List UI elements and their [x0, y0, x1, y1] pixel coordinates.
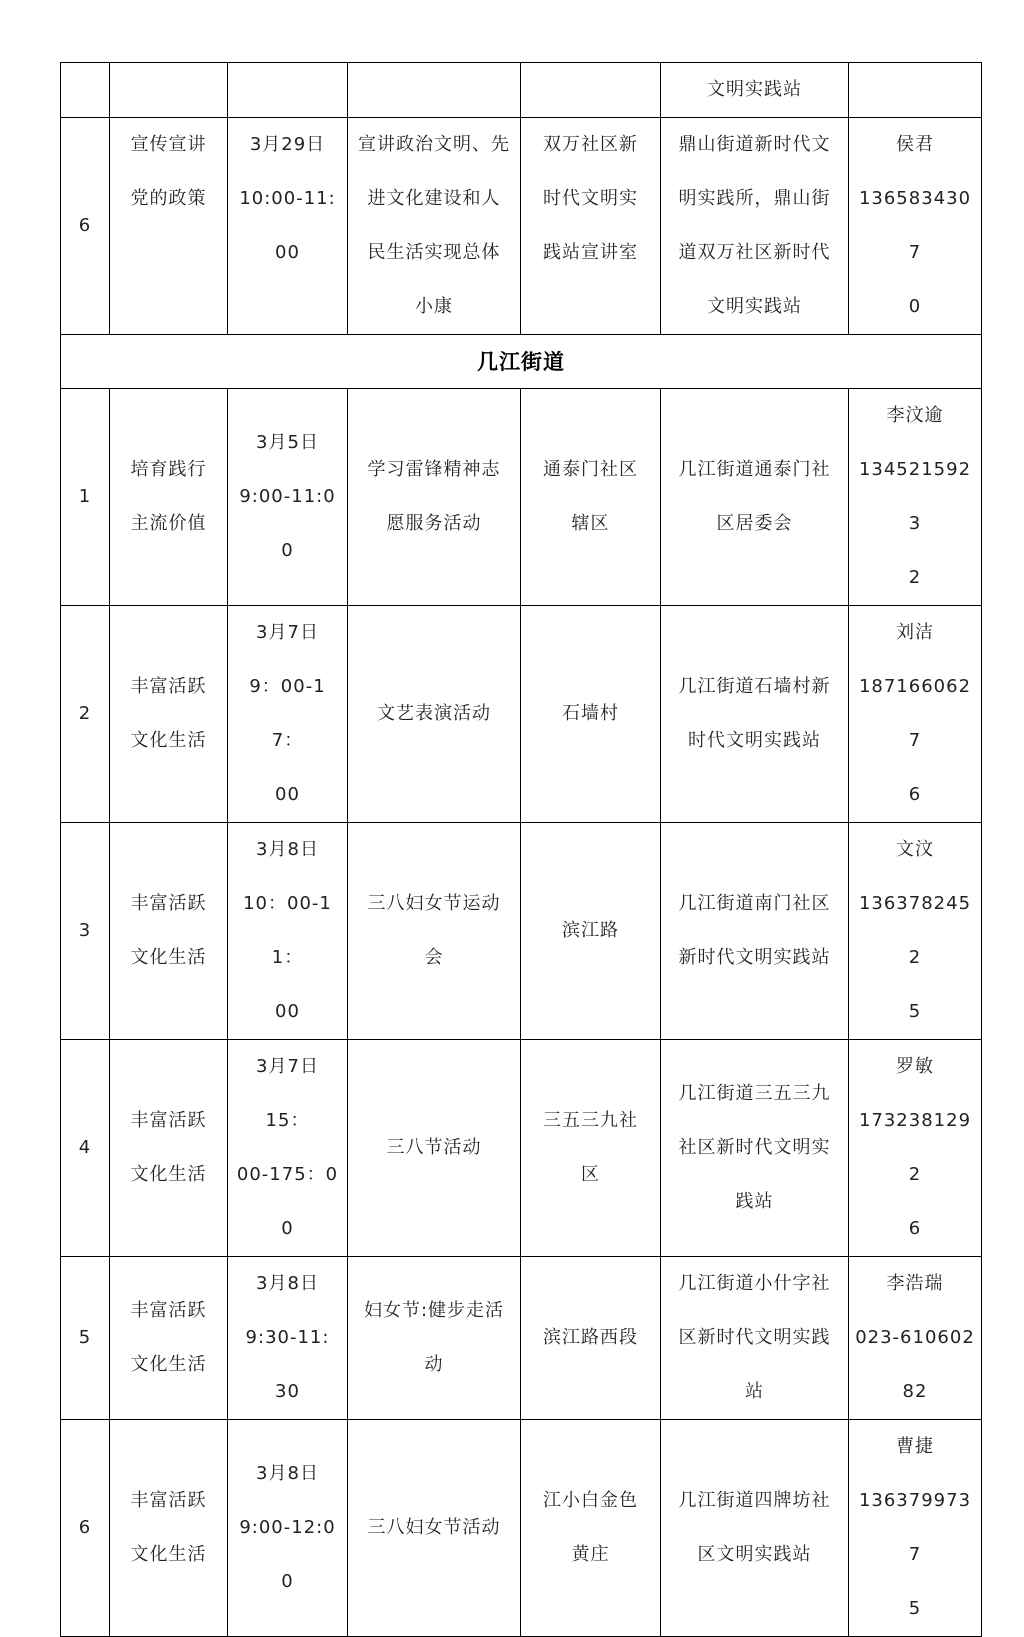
table-row	[61, 823, 982, 1040]
cell-content: 三八节活动	[348, 1040, 521, 1257]
cell-location: 通泰门社区 辖区	[521, 389, 661, 606]
cell-contact	[849, 63, 982, 118]
cell-location: 滨江路西段	[521, 1257, 661, 1420]
cell-contact: 刘洁 1871660627 6	[849, 606, 982, 823]
cell-content: 三八妇女节运动 会	[348, 823, 521, 1040]
table-row-continued	[61, 63, 982, 118]
cell-content: 宣讲政治文明、先 进文化建设和人 民生活实现总体 小康	[348, 118, 521, 335]
cell-organizer: 几江街道石墙村新 时代文明实践站	[661, 606, 849, 823]
cell-num	[61, 63, 110, 118]
cell-location: 江小白金色 黄庄	[521, 1420, 661, 1637]
table-row	[61, 118, 982, 335]
cell-date: 3月7日 15： 00-175：00	[228, 1040, 348, 1257]
section-header-row	[61, 335, 982, 389]
table-row	[61, 389, 982, 606]
table-row	[61, 606, 982, 823]
cell-category: 丰富活跃 文化生活	[110, 1040, 228, 1257]
cell-location: 石墙村	[521, 606, 661, 823]
cell-content: 文艺表演活动	[348, 606, 521, 823]
table-row	[61, 1040, 982, 1257]
cell-contact: 李汶逾 1345215923 2	[849, 389, 982, 606]
cell-contact: 李浩瑞 023-610602 82	[849, 1257, 982, 1420]
cell-organizer: 几江街道三五三九 社区新时代文明实 践站	[661, 1040, 849, 1257]
cell-num: 2	[61, 606, 110, 823]
table-row	[61, 1420, 982, 1637]
cell-num: 6	[61, 1420, 110, 1637]
cell-date: 3月8日 10：00-11： 00	[228, 823, 348, 1040]
cell-num: 3	[61, 823, 110, 1040]
cell-organizer: 几江街道小什字社 区新时代文明实践 站	[661, 1257, 849, 1420]
cell-date: 3月29日 10:00-11: 00	[228, 118, 348, 335]
table-row	[61, 1257, 982, 1420]
activity-schedule-table	[60, 62, 982, 1637]
cell-location: 双万社区新 时代文明实 践站宣讲室	[521, 118, 661, 335]
cell-content: 妇女节:健步走活 动	[348, 1257, 521, 1420]
cell-content: 学习雷锋精神志 愿服务活动	[348, 389, 521, 606]
cell-category: 丰富活跃 文化生活	[110, 606, 228, 823]
cell-category: 培育践行 主流价值	[110, 389, 228, 606]
cell-date: 3月7日 9：00-17： 00	[228, 606, 348, 823]
cell-organizer: 几江街道四牌坊社 区文明实践站	[661, 1420, 849, 1637]
cell-category: 宣传宣讲 党的政策	[110, 118, 228, 335]
cell-num: 6	[61, 118, 110, 335]
cell-num: 1	[61, 389, 110, 606]
cell-category: 丰富活跃 文化生活	[110, 823, 228, 1040]
cell-date: 3月5日 9:00-11:0 0	[228, 389, 348, 606]
cell-organizer: 鼎山街道新时代文 明实践所，鼎山街 道双万社区新时代 文明实践站	[661, 118, 849, 335]
cell-location	[521, 63, 661, 118]
section-title: 几江街道	[61, 335, 982, 389]
cell-category	[110, 63, 228, 118]
cell-num: 4	[61, 1040, 110, 1257]
cell-num: 5	[61, 1257, 110, 1420]
cell-organizer: 文明实践站	[661, 63, 849, 118]
cell-organizer: 几江街道通泰门社 区居委会	[661, 389, 849, 606]
cell-contact: 侯君 1365834307 0	[849, 118, 982, 335]
cell-contact: 文汶 1363782452 5	[849, 823, 982, 1040]
cell-content: 三八妇女节活动	[348, 1420, 521, 1637]
cell-date: 3月8日 9:30-11: 30	[228, 1257, 348, 1420]
cell-date: 3月8日 9:00-12:0 0	[228, 1420, 348, 1637]
cell-contact: 罗敏 1732381292 6	[849, 1040, 982, 1257]
cell-location: 滨江路	[521, 823, 661, 1040]
cell-organizer: 几江街道南门社区 新时代文明实践站	[661, 823, 849, 1040]
cell-category: 丰富活跃 文化生活	[110, 1257, 228, 1420]
cell-location: 三五三九社 区	[521, 1040, 661, 1257]
cell-category: 丰富活跃 文化生活	[110, 1420, 228, 1637]
cell-contact: 曹捷 1363799737 5	[849, 1420, 982, 1637]
cell-date	[228, 63, 348, 118]
cell-content	[348, 63, 521, 118]
